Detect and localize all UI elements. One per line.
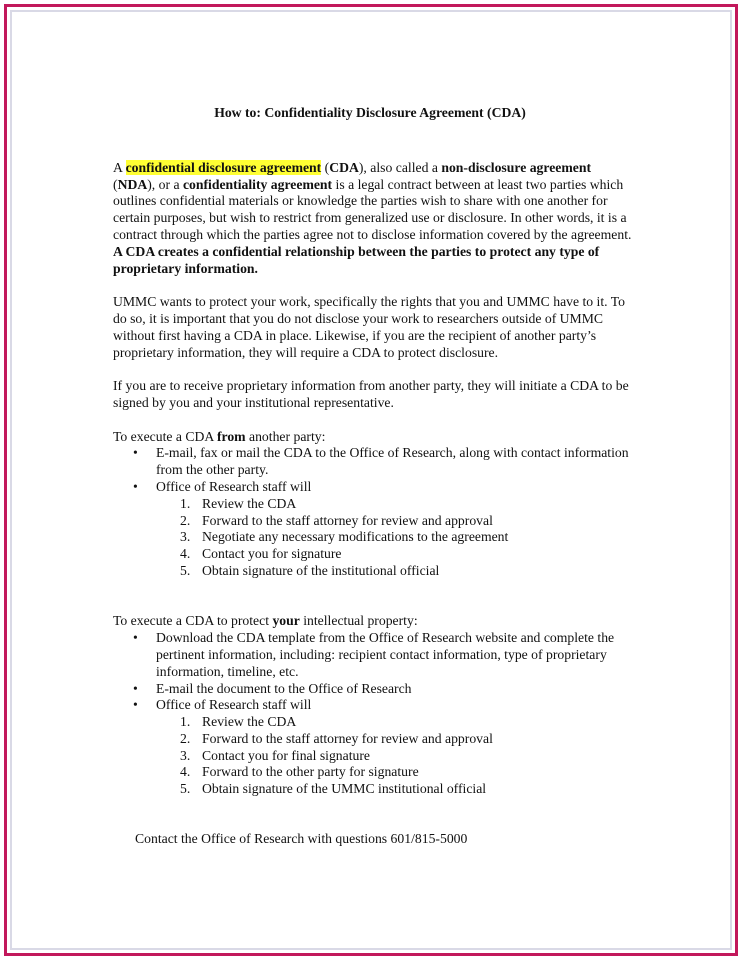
section-your-steps (156, 714, 633, 798)
bullet-item: • Download the CDA template from the Office of Research website and complete the pertinent information, including: recipient contact information, type of proprietary information, timeline, etc. (133, 630, 633, 680)
step-item (180, 563, 633, 580)
step-text: Obtain signature of the institutional official (202, 562, 440, 578)
step-item (180, 513, 633, 530)
intro-text: ( (113, 176, 118, 192)
intro-text: A (113, 159, 126, 175)
intro-text: ( (321, 159, 330, 175)
receive-paragraph: If you are to receive proprietary information from another party, they will initiate a CDA to be signed by you and your institutional representative. (113, 378, 629, 410)
step-number: 2. (180, 730, 191, 746)
intro-text: ), also called a (358, 159, 442, 175)
step-text: Review the CDA (202, 714, 297, 730)
step-number: 3. (180, 529, 191, 545)
step-number: 5. (180, 781, 191, 797)
bullet-item (133, 697, 633, 798)
intro-paragraph (113, 160, 633, 278)
step-text: Contact you for signature (202, 546, 342, 562)
document-page (113, 105, 633, 848)
term-confidentiality: confidentiality agreement (182, 176, 333, 192)
ummc-paragraph: UMMC wants to protect your work, specifically the rights that you and UMMC have to it. To do so, it is important that you do not disclose your work to researchers outside of UMMC without first having a CDA in place. Likewise, if you are the recipient of another party’s proprietary information, they will require a CDA to protect disclosure. (113, 294, 625, 360)
step-number: 5. (180, 562, 191, 578)
section-from-bullets (113, 445, 633, 579)
bullet-item: • E-mail, fax or mail the CDA to the Office of Research, along with contact information from the other party. (133, 445, 633, 479)
step-number: 4. (180, 546, 191, 562)
step-item (180, 714, 633, 731)
contact-line: Contact the Office of Research with questions 601/815-5000 (135, 831, 468, 847)
step-text: Forward to the other party for signature (202, 764, 419, 780)
step-text: Forward to the staff attorney for review and approval (202, 512, 493, 528)
section-from-steps (156, 496, 633, 580)
lead-emphasis: your (272, 613, 300, 629)
step-item (180, 748, 633, 765)
bullet-text: Office of Research staff will (156, 478, 312, 494)
bullet-item (133, 479, 633, 580)
highlighted-term: confidential disclosure agreement (125, 159, 322, 175)
step-item (180, 781, 633, 798)
lead-emphasis: from (216, 428, 246, 444)
term-nda-long: non-disclosure agreement (441, 159, 592, 175)
lead-text: intellectual property: (299, 613, 418, 629)
step-number: 1. (180, 714, 191, 730)
lead-text: To execute a CDA (113, 428, 217, 444)
lead-text: To execute a CDA to protect (113, 613, 273, 629)
document-title: How to: Confidentiality Disclosure Agreement (CDA) (214, 105, 526, 120)
step-text: Contact you for final signature (202, 747, 371, 763)
step-text: Negotiate any necessary modifications to the agreement (202, 529, 509, 545)
step-number: 1. (180, 495, 191, 511)
step-text: Forward to the staff attorney for review and approval (202, 730, 493, 746)
step-text: Obtain signature of the UMMC institutional official (202, 781, 487, 797)
section-your-bullets (113, 630, 633, 798)
section-from-lead (113, 429, 633, 446)
intro-text: is a legal contract between at least two parties which outlines confidential materials or knowledge the parties wish to share with one another for certain purposes, but wish to restrict from generalized use or disclosure. In other words, it is a contract through which the parties agree not to disclose information covered by the agreement. (113, 176, 632, 242)
step-text: Review the CDA (202, 495, 297, 511)
step-item (180, 731, 633, 748)
bullet-text: Office of Research staff will (156, 697, 312, 713)
step-item (180, 546, 633, 563)
step-item (180, 764, 633, 781)
bullet-item: • E-mail the document to the Office of Research (133, 681, 633, 698)
step-item (180, 496, 633, 513)
intro-text: ), or a (147, 176, 183, 192)
step-number: 4. (180, 764, 191, 780)
term-cda: CDA (329, 159, 359, 175)
intro-emphasis: A CDA creates a confidential relationship between the parties to protect any type of proprietary information. (113, 243, 600, 276)
step-item (180, 529, 633, 546)
lead-text: another party: (245, 428, 326, 444)
step-number: 3. (180, 747, 191, 763)
step-number: 2. (180, 512, 191, 528)
section-your-lead (113, 613, 633, 630)
term-nda: NDA (117, 176, 148, 192)
